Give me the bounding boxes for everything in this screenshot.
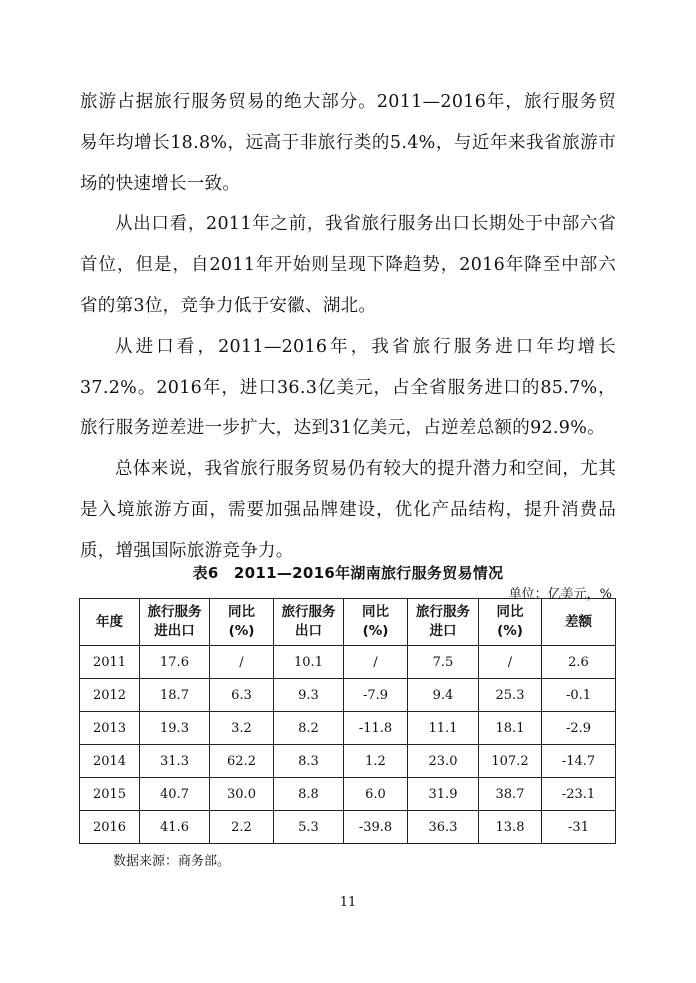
table-cell: 8.3	[274, 745, 344, 778]
table-cell: 6.3	[210, 679, 274, 712]
table-cell: 17.6	[140, 646, 210, 679]
table-cell: 23.0	[408, 745, 479, 778]
table-cell: -7.9	[344, 679, 408, 712]
table-cell: 6.0	[344, 778, 408, 811]
table-cell: 41.6	[140, 811, 210, 844]
table-cell: -14.7	[542, 745, 616, 778]
header-import-yoy: 同比 (%)	[479, 599, 542, 646]
table-cell: -31	[542, 811, 616, 844]
page-number: 11	[339, 895, 357, 910]
table-row	[80, 778, 616, 811]
table-cell: 8.2	[274, 712, 344, 745]
body-text	[80, 82, 616, 572]
table-cell: -11.8	[344, 712, 408, 745]
table-cell: -39.8	[344, 811, 408, 844]
table-cell: /	[210, 646, 274, 679]
table-cell: 8.8	[274, 778, 344, 811]
table-cell: 2.2	[210, 811, 274, 844]
table-cell: -2.9	[542, 712, 616, 745]
table-cell: 2012	[80, 679, 140, 712]
table-row	[80, 712, 616, 745]
table-title: 表6 2011—2016年湖南旅行服务贸易情况	[192, 564, 504, 582]
table-cell: 3.2	[210, 712, 274, 745]
header-total-trade: 旅行服务 进出口	[140, 599, 210, 646]
table-row	[80, 646, 616, 679]
table-cell: 107.2	[479, 745, 542, 778]
table-cell: 2013	[80, 712, 140, 745]
table-cell: 13.8	[479, 811, 542, 844]
table-cell: /	[344, 646, 408, 679]
table-cell: 11.1	[408, 712, 479, 745]
table-cell: -23.1	[542, 778, 616, 811]
table-cell: 10.1	[274, 646, 344, 679]
table-cell: /	[479, 646, 542, 679]
table-cell: 2011	[80, 646, 140, 679]
paragraph-summary: 总体来说，我省旅行服务贸易仍有较大的提升潜力和空间，尤其是入境旅游方面，需要加强品牌建设，优化产品结构，提升消费品质，增强国际旅游竞争力。	[80, 459, 616, 561]
table-cell: 2015	[80, 778, 140, 811]
table-row	[80, 679, 616, 712]
table-cell: 31.9	[408, 778, 479, 811]
table-unit: 单位：亿美元，%	[508, 587, 612, 602]
paragraph-export: 从出口看，2011年之前，我省旅行服务出口长期处于中部六省首位，但是，自2011年开始则呈现下降趋势，2016年降至中部六省的第3位，竞争力低于安徽、湖北。	[80, 214, 616, 316]
table-cell: 40.7	[140, 778, 210, 811]
header-export-yoy: 同比 (%)	[344, 599, 408, 646]
table-row	[80, 811, 616, 844]
table-cell: -0.1	[542, 679, 616, 712]
paragraph-import: 从进口看，2011—2016年，我省旅行服务进口年均增长37.2%。2016年，进口36.3亿美元，占全省服务进口的85.7%，旅行服务逆差进一步扩大，达到31亿美元，占逆差总额的92.9%。	[80, 336, 616, 439]
table-cell: 18.7	[140, 679, 210, 712]
table-cell: 2016	[80, 811, 140, 844]
table-cell: 18.1	[479, 712, 542, 745]
table-cell: 31.3	[140, 745, 210, 778]
header-export: 旅行服务 出口	[274, 599, 344, 646]
table-cell: 38.7	[479, 778, 542, 811]
table-cell: 36.3	[408, 811, 479, 844]
header-total-yoy: 同比 (%)	[210, 599, 274, 646]
table-header-row	[80, 599, 616, 646]
table-cell: 25.3	[479, 679, 542, 712]
table-cell: 7.5	[408, 646, 479, 679]
table-cell: 62.2	[210, 745, 274, 778]
header-year: 年度	[80, 599, 140, 646]
header-balance: 差额	[542, 599, 616, 646]
table-cell: 19.3	[140, 712, 210, 745]
table-cell: 9.3	[274, 679, 344, 712]
table-cell: 9.4	[408, 679, 479, 712]
table-cell: 2.6	[542, 646, 616, 679]
table-cell: 1.2	[344, 745, 408, 778]
table-cell: 30.0	[210, 778, 274, 811]
data-source-note: 数据来源：商务部。	[113, 854, 231, 869]
table-cell: 2014	[80, 745, 140, 778]
table-row	[80, 745, 616, 778]
travel-trade-table	[79, 598, 616, 844]
table-cell: 5.3	[274, 811, 344, 844]
paragraph-travel-share: 旅游占据旅行服务贸易的绝大部分。2011—2016年，旅行服务贸易年均增长18.8%，远高于非旅行类的5.4%，与近年来我省旅游市场的快速增长一致。	[80, 92, 616, 194]
header-import: 旅行服务 进口	[408, 599, 479, 646]
